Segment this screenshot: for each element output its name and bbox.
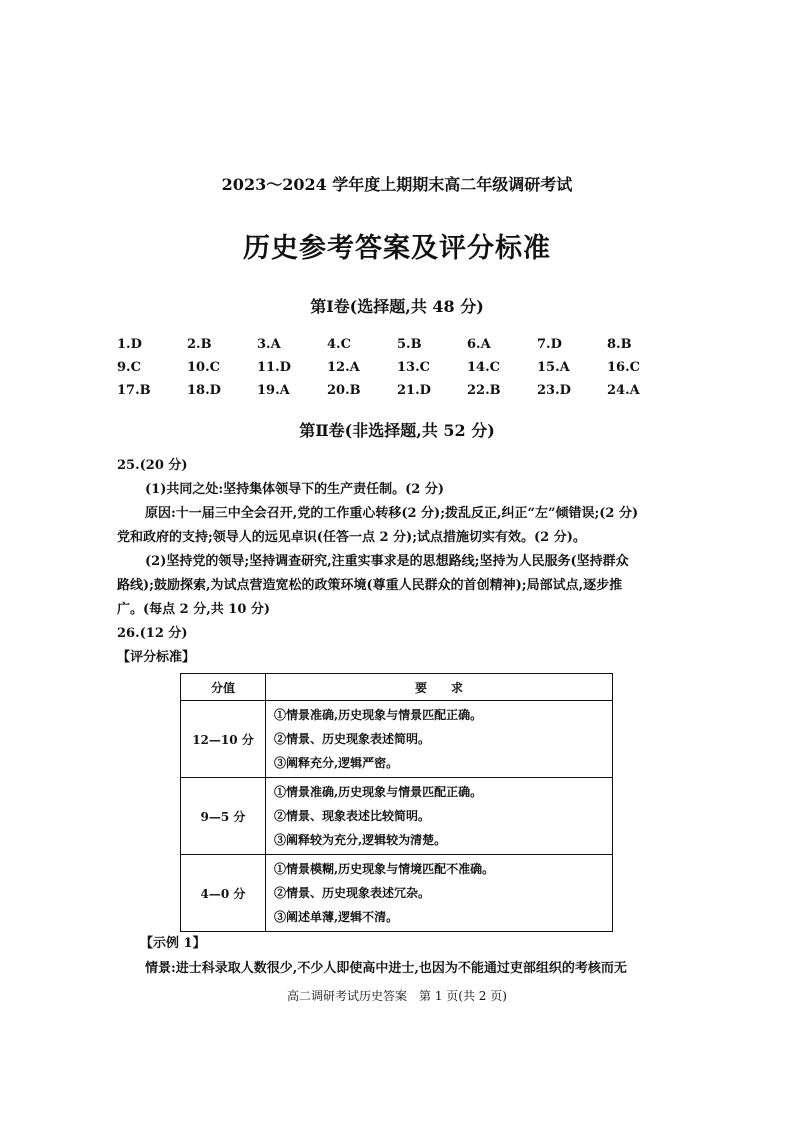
col-req-header: 要 求 bbox=[266, 674, 613, 701]
table-row bbox=[181, 855, 613, 932]
example-text: 情景:进士科录取人数很少,不少人即使高中进士,也因为不能通过吏部组织的考核而无 bbox=[145, 961, 627, 976]
answer-item: 4.C bbox=[327, 337, 351, 352]
q25-line: 党和政府的支持;领导人的远见卓识(任答一点 2 分);试点措施切实有效。(2 分)。 bbox=[117, 530, 586, 545]
requirement-line: ③阐释较为充分,逻辑较为清楚。 bbox=[274, 833, 447, 847]
q25-line: 广。(每点 2 分,共 10 分) bbox=[117, 602, 271, 617]
q25-line: 路线);鼓励探索,为试点营造宽松的政策环境(尊重人民群众的首创精神);局部试点,逐步推 bbox=[117, 578, 623, 593]
section2-title: 第Ⅱ卷(非选择题,共 52 分) bbox=[299, 421, 495, 440]
page-footer: 高二调研考试历史答案 第 1 页(共 2 页) bbox=[287, 989, 507, 1003]
choice-answer-grid bbox=[117, 337, 677, 406]
answer-item: 5.B bbox=[397, 337, 422, 352]
answer-item: 10.C bbox=[187, 360, 220, 375]
rubric-requirements bbox=[266, 701, 613, 778]
requirement-line: ②情景、历史现象表述简明。 bbox=[274, 732, 431, 746]
requirement-line: ③阐释充分,逻辑严密。 bbox=[274, 756, 399, 770]
answer-item: 17.B bbox=[117, 383, 151, 398]
page-title: 历史参考答案及评分标准 bbox=[243, 233, 551, 264]
col-level-header: 分值 bbox=[181, 674, 266, 701]
answer-item: 12.A bbox=[327, 360, 360, 375]
q26-header: 26.(12 分) bbox=[117, 626, 188, 641]
requirement-line: ②情景、历史现象表述冗杂。 bbox=[274, 886, 431, 900]
answer-item: 24.A bbox=[607, 383, 640, 398]
rubric-header-row bbox=[181, 674, 613, 701]
q25-line: (2)坚持党的领导;坚持调查研究,注重实事求是的思想路线;坚持为人民服务(坚持群众 bbox=[145, 554, 629, 569]
answer-item: 18.D bbox=[187, 383, 221, 398]
answer-item: 9.C bbox=[117, 360, 141, 375]
section1-title: 第Ⅰ卷(选择题,共 48 分) bbox=[310, 297, 484, 316]
example-label: 【示例 1】 bbox=[140, 936, 206, 951]
rubric-level: 9—5 分 bbox=[181, 778, 266, 855]
requirement-line: ①情景模糊,历史现象与情境匹配不准确。 bbox=[274, 862, 495, 876]
answer-item: 8.B bbox=[607, 337, 632, 352]
answer-item: 1.D bbox=[117, 337, 142, 352]
answer-row bbox=[117, 337, 677, 360]
table-row bbox=[181, 701, 613, 778]
answer-item: 23.D bbox=[537, 383, 571, 398]
rubric-level: 12—10 分 bbox=[181, 701, 266, 778]
table-row bbox=[181, 778, 613, 855]
rubric-level: 4—0 分 bbox=[181, 855, 266, 932]
answer-row bbox=[117, 360, 677, 383]
rubric-label: 【评分标准】 bbox=[117, 650, 196, 665]
answer-item: 11.D bbox=[257, 360, 291, 375]
answer-item: 15.A bbox=[537, 360, 570, 375]
requirement-line: ③阐述单薄,逻辑不清。 bbox=[274, 910, 399, 924]
answer-item: 21.D bbox=[397, 383, 431, 398]
rubric-requirements bbox=[266, 778, 613, 855]
answer-item: 19.A bbox=[257, 383, 290, 398]
answer-item: 16.C bbox=[607, 360, 640, 375]
answer-item: 2.B bbox=[187, 337, 212, 352]
rubric-requirements bbox=[266, 855, 613, 932]
answer-item: 6.A bbox=[467, 337, 491, 352]
q25-header: 25.(20 分) bbox=[117, 458, 188, 473]
answer-item: 7.D bbox=[537, 337, 562, 352]
answer-item: 20.B bbox=[327, 383, 361, 398]
answer-item: 22.B bbox=[467, 383, 501, 398]
answer-item: 14.C bbox=[467, 360, 500, 375]
answer-row bbox=[117, 383, 677, 406]
answer-item: 3.A bbox=[257, 337, 281, 352]
answer-item: 13.C bbox=[397, 360, 430, 375]
exam-title: 2023～2024 学年度上期期末高二年级调研考试 bbox=[221, 175, 573, 194]
rubric-table bbox=[180, 673, 613, 932]
requirement-line: ①情景准确,历史现象与情景匹配正确。 bbox=[274, 708, 483, 722]
q25-line: 原因:十一届三中全会召开,党的工作重心转移(2 分);拨乱反正,纠正“左”倾错误;(2 分) bbox=[145, 506, 639, 521]
requirement-line: ①情景准确,历史现象与情景匹配正确。 bbox=[274, 785, 483, 799]
requirement-line: ②情景、现象表述比较简明。 bbox=[274, 809, 431, 823]
q25-line: (1)共同之处:坚持集体领导下的生产责任制。(2 分) bbox=[145, 482, 445, 497]
